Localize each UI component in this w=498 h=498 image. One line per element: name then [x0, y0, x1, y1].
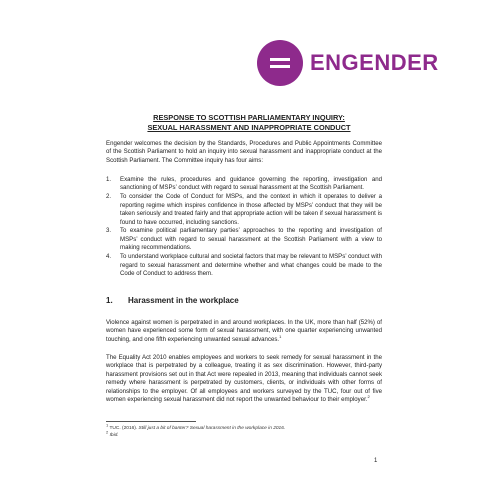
footnote-title: Ibid. — [109, 433, 119, 438]
page-number: 1 — [374, 458, 378, 464]
footnotes — [106, 422, 382, 439]
footnote-1 — [106, 422, 382, 435]
list-item — [106, 227, 382, 252]
intro-paragraph: Engender welcomes the decision by the Standards, Procedures and Public Appointments Committee of the Scottish Parliament to hold an inquiry into sexual harassment and inappropriate conduct at the Scottish Parliament. The Committee inquiry has four aims: — [106, 140, 382, 164]
section-heading — [106, 296, 239, 305]
section-number: 1. — [106, 296, 113, 305]
list-item-number: 2. — [106, 193, 112, 201]
list-item-text: To examine political parliamentary parties’ approaches to the reporting and investigation of MSPs’ conduct with regard to sexual harassment at the Scottish Parliament with a view to making recommendations. — [120, 227, 382, 252]
paragraph-1 — [106, 319, 382, 344]
title-line-2: SEXUAL HARASSMENT AND INAPPROPRIATE CONDUCT — [147, 123, 351, 132]
footnote-ref[interactable]: 2 — [367, 394, 370, 399]
list-item-text: To consider the Code of Conduct for MSPs, and the context in which it operates to deliver a reporting regime which inspires confidence in those affected by MSPs’ conduct that they will be taken seriously and treated fairly and that appropriate action will be taken if sexual harassment is found to have occurred, including sanctions. — [120, 193, 382, 226]
aims-list — [106, 176, 382, 279]
list-item-text: Examine the rules, procedures and guidance governing the reporting, investigation and sanctioning of MSPs’ conduct with regard to sexual harassment at the Scottish Parliament. — [120, 176, 382, 192]
list-item-number: 3. — [106, 227, 112, 235]
paragraph-text: Violence against women is perpetrated in and around workplaces. In the UK, more than half (52%) of women have experienced some form of sexual harassment, with one quarter experiencing unwanted touching, and one fifth experiencing unwanted sexual advances. — [106, 319, 382, 343]
equals-icon — [257, 40, 303, 86]
footnote-title: Still just a bit of banter? Sexual harassment in the workplace in 2016. — [138, 426, 286, 431]
list-item — [106, 253, 382, 278]
footnote-text: TUC. (2016). — [109, 426, 139, 431]
list-item-number: 4. — [106, 253, 112, 261]
paragraph-text: The Equality Act 2010 enables employees and workers to seek remedy for sexual harassment in the workplace that is perpetrated by a colleague, treating it as sex discrimination. However, third-party harassment provisions set out in that Act were repealed in 2013, meaning that individuals cannot seek remedy where harassment is perpetrated by customers, clients, or individuals with other forms of relationships to the employer. Of all employees and workers surveyed by the TUC, four out of five women experiencing sexual harassment did not report the unwanted behaviour to their employer. — [106, 354, 382, 404]
list-item — [106, 193, 382, 227]
footnote-divider — [106, 421, 196, 422]
title-line-1: RESPONSE TO SCOTTISH PARLIAMENTARY INQUIRY: — [153, 113, 345, 122]
list-item-number: 1. — [106, 176, 112, 183]
footnote-2 — [106, 429, 382, 439]
paragraph-2 — [106, 354, 382, 404]
footnote-number: 1 — [106, 422, 109, 428]
logo-text: ENGENDER — [310, 50, 439, 75]
footnote-number: 2 — [106, 429, 109, 435]
document-title — [0, 113, 498, 133]
section-title: Harassment in the workplace — [128, 296, 239, 305]
list-item — [106, 176, 382, 193]
list-item-text: To understand workplace cultural and societal factors that may be relevant to MSPs’ conduct with regard to sexual harassment and determine whether and what changes could be made to the Code of Conduct to address them. — [120, 253, 382, 277]
engender-logo — [257, 40, 439, 86]
footnote-ref[interactable]: 1 — [279, 333, 282, 339]
